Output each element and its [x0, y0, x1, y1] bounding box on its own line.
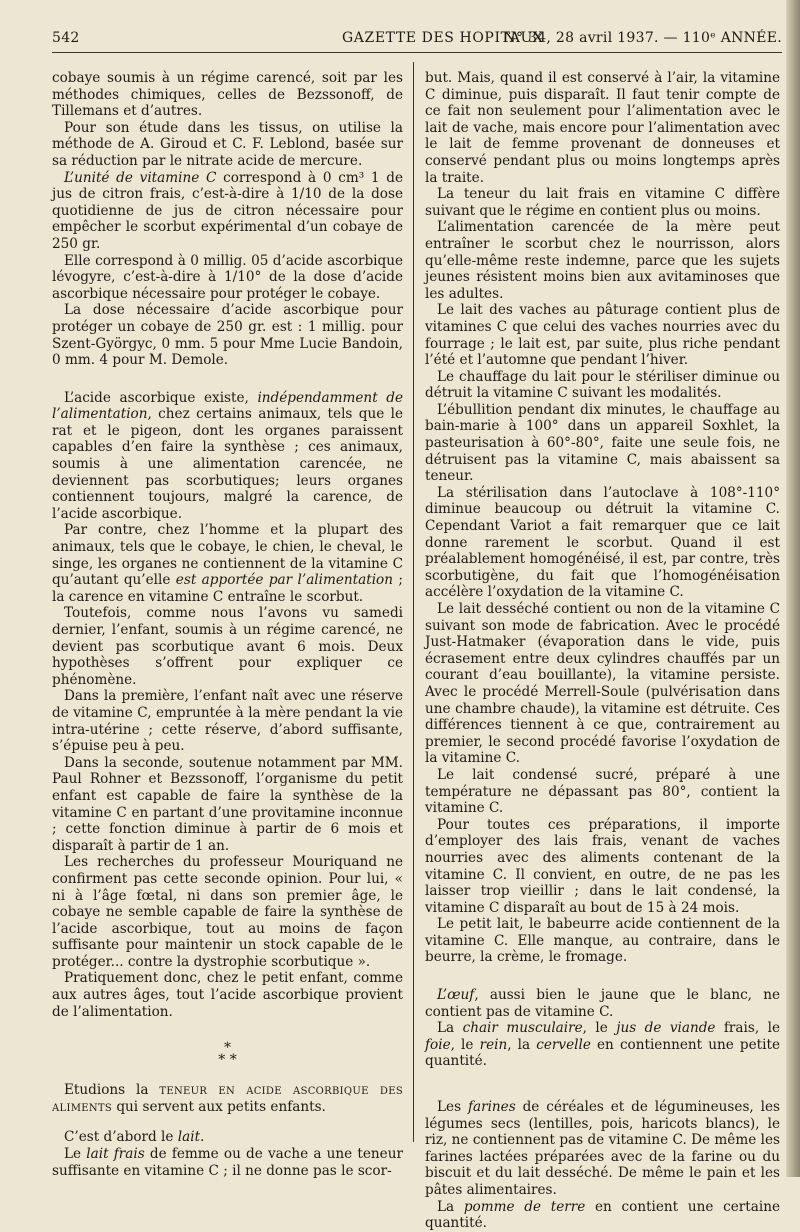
paragraph: L’unité de vitamine C correspond à 0 cm³ 1 de jus de citron frais, c’est-à-dire à 1/10 de la dose quotidienne de jus de citron nécessaire pour empêcher le scorbut expérimental d’un cobaye de 250 gr.	[52, 169, 403, 252]
paragraph: Elle correspond à 0 millig. 05 d’acide ascorbique lévogyre, c’est-à-dire à 1/10° de la dose d’acide ascorbique nécessaire pour protéger le cobaye.	[52, 252, 403, 302]
emphasis: L’unité de vitamine C	[64, 169, 217, 186]
emphasis: jus de viande	[616, 1020, 716, 1037]
paragraph: La chair musculaire, le jus de viande frais, le foie, le rein, la cervelle en contiennent une petite quantité.	[425, 1020, 781, 1070]
right-column	[425, 70, 780, 1232]
emphasis: est apportée par l’alimentation	[175, 572, 394, 589]
paragraph: Pour son étude dans les tissus, on utilise la méthode de A. Giroud et C. F. Leblond, basée sur sa réduction par le nitrate acide de mercure.	[52, 119, 403, 169]
paragraph: Dans la première, l’enfant naît avec une réserve de vitamine C, empruntée à la mère pendant la vie intra-utérine ; cette réserve, d’abord suffisante, s’épuise peu à peu.	[52, 688, 403, 755]
emphasis: L’œuf	[437, 987, 475, 1004]
header-rule	[52, 52, 782, 53]
emphasis: chair musculaire	[462, 1020, 583, 1037]
paragraph: Par contre, chez l’homme et la plupart des animaux, tels que le cobaye, le chien, le cheval, le singe, les organes ne contiennent de la vitamine C qu’autant qu’elle est apportée par l’alimentation ; la carence en vitamine C entraîne le scorbut.	[52, 522, 403, 605]
paragraph: L’acide ascorbique existe, indépendamment de l’alimentation, chez certains animaux, tels que le rat et le pigeon, dont les organes paraissent capables d’en faire la synthèse ; ces animaux, soumis à une alimentation carencée, ne deviennent pas scorbutiques; leurs organes contiennent toujours, malgré la carence, de l’acide ascorbique.	[52, 389, 403, 522]
paragraph: Le lait desséché contient ou non de la vitamine C suivant son mode de fabrication. Avec le procédé Just-Hatmaker (évaporation dans le vide, puis écrasement entre deux cylindres chauffés par un courant d’eau bouillante), la vitamine persiste. Avec le procédé Merrell-Soule (pulvérisation dans une chambre chaude), la vitamine est détruite. Ces différences tiennent à ce que, contrairement au premier, le second procédé favorise l’oxydation de la vitamine C.	[425, 601, 780, 767]
page-number: 542	[52, 30, 80, 46]
emphasis: indépendamment de l’alimentation	[52, 389, 403, 423]
paragraph: cobaye soumis à un régime carencé, soit par les méthodes chimiques, celles de Bezssonoff, de Tillemans et d’autres.	[52, 70, 403, 120]
paragraph: C’est d’abord le lait.	[64, 1129, 205, 1146]
emphasis: cervelle	[536, 1036, 591, 1053]
journal-title: GAZETTE DES HOPITAUX	[342, 30, 544, 46]
paragraph: Pratiquement donc, chez le petit enfant, comme aux autres âges, tout l’acide ascorbique provient de l’alimentation.	[52, 970, 403, 1020]
paragraph: Les farines de céréales et de légumineuses, les légumes secs (lentilles, pois, haricots blancs), le riz, ne contiennent pas de vitamine C. De même les farines lactées préparées avec de la farine ou du biscuit et du lait desséché. De même le pain et les pâtes alimentaires.	[425, 1099, 780, 1198]
paragraph: L’œuf, aussi bien le jaune que le blanc, ne contient pas de vitamine C.	[425, 987, 780, 1020]
paragraph: Toutefois, comme nous l’avons vu samedi dernier, l’enfant, soumis à un régime carencé, ne devient pas scorbutique avant 6 mois. Deux hypothèses s’offrent pour expliquer ce phénomène.	[52, 605, 403, 688]
paragraph: Pour toutes ces préparations, il importe d’employer des lais frais, venant de vaches nourries avec des aliments contenant de la vitamine C. Il convient, en outre, de ne pas les laisser trop vieillir ; dans le lait condensé, la vitamine C disparaît au bout de 15 à 24 mois.	[425, 816, 780, 916]
paragraph: Le petit lait, le babeurre acide contiennent de la vitamine C. Elle manque, au contraire, dans le beurre, la crème, le fromage.	[425, 916, 780, 966]
paragraph: but. Mais, quand il est conservé à l’air, la vitamine C diminue, puis disparaît. Il faut tenir compte de ce fait non seulement pour l’alimentation avec le lait de vache, mais encore pour l’alimentation avec le lait de femme provenant de donneuses et conservé pendant plus ou moins longtemps après la traite.	[425, 70, 780, 186]
paragraph: Dans la seconde, soutenue notamment par MM. Paul Rohner et Bezssonoff, l’organisme du petit enfant est capable de faire la synthèse de la vitamine C en partant d’une provitamine inconnue ; cette fonction diminue à partir de 6 mois et disparaît à partir de 1 an.	[52, 754, 403, 854]
paragraph: Etudions la teneur en acide ascorbique des aliments qui servent aux petits enfants.	[52, 1082, 404, 1115]
running-header	[52, 26, 782, 52]
paragraph: Le lait frais de femme ou de vache a une teneur suffisante en vitamine C ; il ne donne pas le scor-	[52, 1146, 403, 1179]
paragraph: La pomme de terre en contient une certaine quantité.	[425, 1198, 781, 1232]
paragraph: La dose nécessaire d’acide ascorbique pour protéger un cobaye de 250 gr. est : 1 millig. pour Szent-Györgyc, 0 mm. 5 pour Mme Lucie Bandoin, 0 mm. 4 pour M. Demole.	[52, 302, 403, 369]
paragraph: Les recherches du professeur Mouriquand ne confirment pas cette seconde opinion. Pour lui, « ni à l’âge fœtal, ni dans son premier âge, le cobaye ne semble capable de faire la synthèse de l’acide ascorbique, tout au moins de façon suffisante pour maintenir un stock capable de le protéger... contre la dystrophie scorbutique ».	[52, 854, 403, 970]
paragraph: Le lait condensé sucré, préparé à une température ne dépassant pas 80°, contient la vitamine C.	[425, 766, 780, 817]
paragraph: La stérilisation dans l’autoclave à 108°-110° diminue beaucoup ou détruit la vitamine C. Cependant Variot a fait remarquer que ce lait donne rarement le scorbut. Quand il est préalablement homogénéisé, il est, par contre, très scorbutigène, du fait que l’homogénéisation accélère l’oxydation de la vitamine C.	[425, 484, 780, 601]
column-divider	[413, 62, 414, 1142]
issue-info: N° 34, 28 avril 1937. — 110ᵉ ANNÉE.	[503, 30, 782, 46]
emphasis: foie	[425, 1036, 451, 1053]
paragraph: L’ébullition pendant dix minutes, le chauffage au bain-marie à 100° dans un appareil Soxhlet, la pasteurisation à 60°-80°, faite une seule fois, ne détruisent pas la vitamine C, mais abaissent sa teneur.	[425, 401, 780, 485]
paragraph: La teneur du lait frais en vitamine C diffère suivant que le régime en contient plus ou moins.	[425, 186, 780, 219]
emphasis: rein	[479, 1036, 508, 1053]
emphasis: lait	[177, 1129, 201, 1146]
emphasis: lait frais	[86, 1146, 145, 1163]
emphasis: pomme de terre	[463, 1198, 586, 1215]
small-caps-text: teneur en acide ascorbique des aliments	[52, 1082, 404, 1115]
section-separator: * * *	[218, 1040, 237, 1069]
paragraph: L’alimentation carencée de la mère peut entraîner le scorbut chez le nourrisson, alors qu’elle-même reste indemne, parce que les sujets jeunes résistent moins bien aux avitaminoses que les adultes.	[425, 219, 780, 302]
paragraph: Le chauffage du lait pour le stériliser diminue ou détruit la vitamine C suivant les modalités.	[425, 368, 780, 402]
left-column	[52, 70, 403, 1179]
paragraph: Le lait des vaches au pâturage contient plus de vitamines C que celui des vaches nourries avec du fourrage ; le lait est, par suite, plus riche pendant l’été et l’automne que pendant l’hiver.	[425, 302, 780, 369]
emphasis: farines	[467, 1099, 516, 1116]
page-edge-shadow	[786, 0, 800, 1177]
